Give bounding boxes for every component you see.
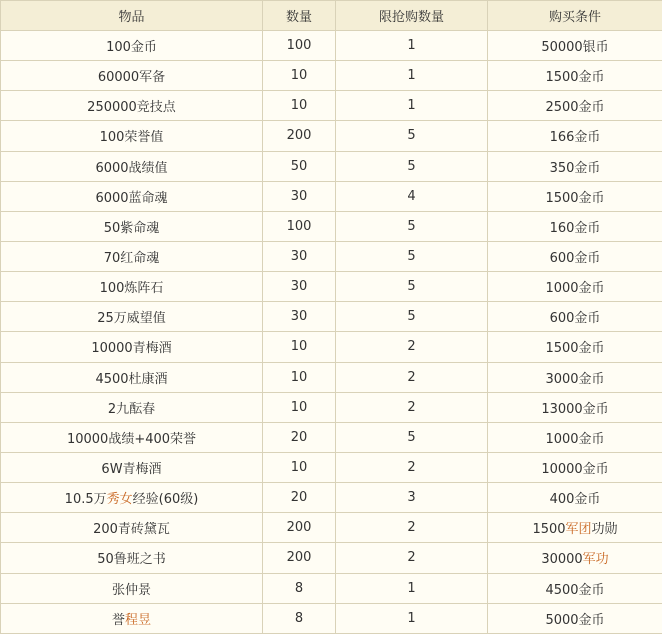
limit-cell: 3: [336, 483, 488, 513]
condition-cell-part: 3000金币: [545, 371, 605, 387]
quantity-cell: 8: [263, 573, 336, 603]
item-cell-part: 10000青梅酒: [91, 341, 172, 357]
item-cell: [1, 513, 263, 543]
item-cell: [1, 603, 263, 633]
limit-cell: 1: [336, 91, 488, 121]
item-cell-part: 6000蓝命魂: [95, 190, 168, 206]
condition-cell: [488, 603, 662, 633]
item-cell: [1, 211, 263, 241]
condition-cell: [488, 452, 662, 482]
quantity-cell: 10: [263, 91, 336, 121]
condition-cell-part: 5000金币: [545, 612, 605, 628]
condition-cell: [488, 573, 662, 603]
item-cell: [1, 151, 263, 181]
condition-cell: [488, 31, 662, 61]
item-cell: [1, 362, 263, 392]
condition-cell-part: 600金币: [549, 251, 601, 267]
quantity-cell: 30: [263, 181, 336, 211]
condition-cell: [488, 181, 662, 211]
item-cell: [1, 61, 263, 91]
table-header: [1, 1, 662, 31]
condition-cell: [488, 121, 662, 151]
condition-cell-part: 1500金币: [545, 70, 605, 86]
condition-cell-part: 功勋: [591, 522, 618, 538]
table-row: [1, 543, 662, 573]
header-quantity: 数量: [263, 1, 336, 31]
condition-cell-part: 13000金币: [541, 401, 609, 417]
item-cell-part: 50鲁班之书: [97, 552, 166, 568]
condition-cell: [488, 241, 662, 271]
table-row: [1, 181, 662, 211]
condition-cell: [488, 362, 662, 392]
limit-cell: 5: [336, 241, 488, 271]
condition-cell-part: 4500金币: [545, 582, 605, 598]
item-cell-part: 4500杜康酒: [95, 371, 168, 387]
condition-cell: [488, 302, 662, 332]
limit-cell: 5: [336, 302, 488, 332]
condition-cell: [488, 211, 662, 241]
condition-cell-part: 10000金币: [541, 462, 609, 478]
item-cell: [1, 392, 263, 422]
condition-cell-part: 军功: [582, 552, 609, 568]
table-row: [1, 483, 662, 513]
condition-cell: [488, 91, 662, 121]
limit-cell: 1: [336, 573, 488, 603]
limit-cell: 1: [336, 603, 488, 633]
table-row: [1, 241, 662, 271]
condition-cell-part: 1500金币: [545, 190, 605, 206]
quantity-cell: 10: [263, 332, 336, 362]
condition-cell-part: 350金币: [549, 160, 601, 176]
condition-cell: [488, 422, 662, 452]
item-cell-part: 100金币: [106, 40, 157, 56]
condition-cell-part: 军团: [565, 522, 592, 538]
item-cell: [1, 573, 263, 603]
item-cell: [1, 422, 263, 452]
item-cell-part: 程昱: [125, 612, 152, 628]
item-cell: [1, 483, 263, 513]
limit-cell: 2: [336, 513, 488, 543]
table-row: [1, 31, 662, 61]
condition-cell-part: 600金币: [549, 311, 601, 327]
limit-cell: 5: [336, 422, 488, 452]
item-cell-part: 70红命魂: [103, 251, 160, 267]
item-cell: [1, 91, 263, 121]
item-cell-part: 25万威望值: [97, 311, 166, 327]
limit-cell: 5: [336, 211, 488, 241]
limit-cell: 2: [336, 392, 488, 422]
limit-cell: 2: [336, 332, 488, 362]
table-row: [1, 302, 662, 332]
table-row: [1, 513, 662, 543]
item-cell: [1, 332, 263, 362]
table-row: [1, 61, 662, 91]
limit-cell: 2: [336, 452, 488, 482]
table-row: [1, 272, 662, 302]
item-cell-part: 100荣誉值: [99, 130, 164, 146]
condition-cell-part: 1500金币: [545, 341, 605, 357]
condition-cell: [488, 513, 662, 543]
limit-cell: 1: [336, 61, 488, 91]
header-item: 物品: [1, 1, 263, 31]
limit-cell: 1: [336, 31, 488, 61]
quantity-cell: 200: [263, 121, 336, 151]
condition-cell: [488, 151, 662, 181]
item-cell: [1, 302, 263, 332]
condition-cell-part: 50000银币: [541, 40, 609, 56]
quantity-cell: 30: [263, 241, 336, 271]
item-cell-part: 6000战绩值: [95, 160, 168, 176]
table-row: [1, 151, 662, 181]
condition-cell-part: 2500金币: [545, 100, 605, 116]
quantity-cell: 10: [263, 452, 336, 482]
item-cell: [1, 31, 263, 61]
condition-cell: [488, 483, 662, 513]
quantity-cell: 200: [263, 543, 336, 573]
limit-cell: 2: [336, 362, 488, 392]
table-row: [1, 422, 662, 452]
limit-cell: 5: [336, 272, 488, 302]
quantity-cell: 100: [263, 31, 336, 61]
item-cell-part: 誉: [111, 612, 125, 628]
item-cell-part: 2九酝春: [107, 401, 156, 417]
item-cell-part: 秀女: [106, 492, 133, 508]
condition-cell: [488, 61, 662, 91]
table-row: [1, 91, 662, 121]
condition-cell-part: 1000金币: [545, 281, 605, 297]
condition-cell: [488, 332, 662, 362]
table-row: [1, 573, 662, 603]
table-row: [1, 121, 662, 151]
quantity-cell: 30: [263, 302, 336, 332]
quantity-cell: 100: [263, 211, 336, 241]
table-row: [1, 211, 662, 241]
condition-cell-part: 1000金币: [545, 431, 605, 447]
quantity-cell: 20: [263, 422, 336, 452]
quantity-cell: 10: [263, 392, 336, 422]
limit-cell: 5: [336, 121, 488, 151]
item-cell: [1, 241, 263, 271]
table-body: [1, 31, 662, 634]
item-cell-part: 100炼阵石: [99, 281, 164, 297]
quantity-cell: 10: [263, 61, 336, 91]
item-cell-part: 10000战绩+400荣誉: [66, 431, 197, 447]
table-row: [1, 452, 662, 482]
condition-cell-part: 160金币: [549, 220, 601, 236]
item-cell-part: 张仲景: [111, 582, 151, 598]
quantity-cell: 10: [263, 362, 336, 392]
item-cell: [1, 452, 263, 482]
quantity-cell: 50: [263, 151, 336, 181]
quantity-cell: 8: [263, 603, 336, 633]
condition-cell-part: 1500: [532, 522, 566, 538]
table-row: [1, 603, 662, 633]
header-purchase-condition: 购买条件: [488, 1, 662, 31]
quantity-cell: 30: [263, 272, 336, 302]
item-cell-part: 经验(60级): [132, 492, 199, 508]
condition-cell: [488, 272, 662, 302]
item-cell: [1, 121, 263, 151]
condition-cell: [488, 543, 662, 573]
item-cell-part: 200青砖黛瓦: [93, 522, 170, 538]
item-cell-part: 10.5万: [64, 492, 107, 508]
limit-cell: 4: [336, 181, 488, 211]
item-cell-part: 250000竞技点: [87, 100, 176, 116]
item-cell: [1, 181, 263, 211]
table-row: [1, 332, 662, 362]
item-cell-part: 60000军备: [97, 70, 166, 86]
header-purchase-limit: 限抢购数量: [336, 1, 488, 31]
condition-cell: [488, 392, 662, 422]
condition-cell-part: 30000: [541, 552, 583, 568]
item-cell-part: 50紫命魂: [103, 220, 160, 236]
quantity-cell: 200: [263, 513, 336, 543]
quantity-cell: 20: [263, 483, 336, 513]
item-cell: [1, 272, 263, 302]
limit-cell: 5: [336, 151, 488, 181]
condition-cell-part: 166金币: [549, 130, 601, 146]
header-row: [1, 1, 662, 31]
item-cell-part: 6W青梅酒: [101, 462, 162, 478]
table-row: [1, 362, 662, 392]
item-cell: [1, 543, 263, 573]
table-row: [1, 392, 662, 422]
limit-cell: 2: [336, 543, 488, 573]
condition-cell-part: 400金币: [549, 492, 601, 508]
